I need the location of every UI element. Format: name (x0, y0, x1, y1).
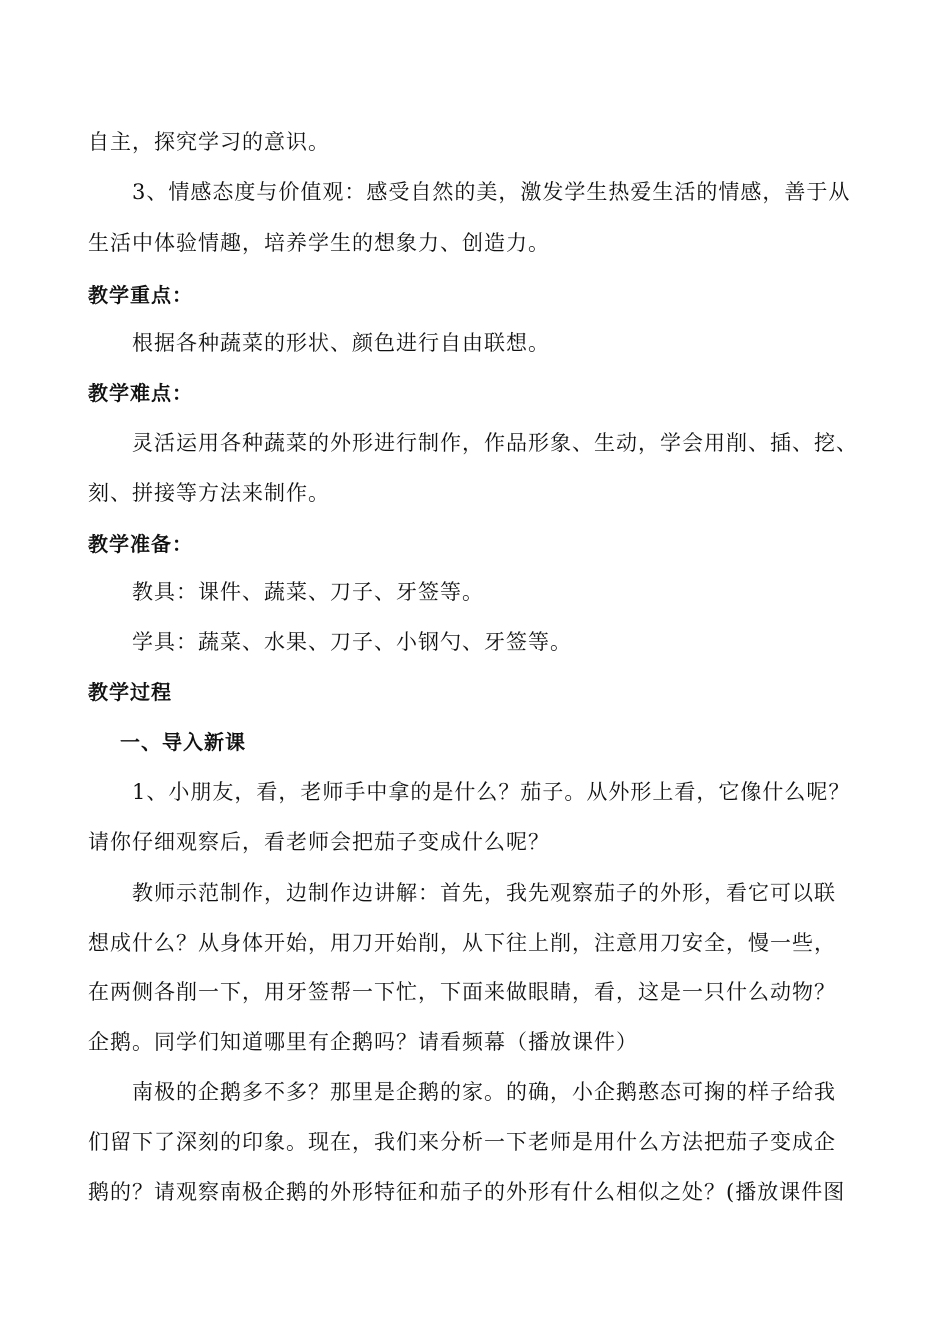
paragraph-line: 3、情感态度与价值观：感受自然的美，激发学生热爱生活的情感，善于从 (132, 180, 851, 204)
section-heading-preparation: 教学准备： (88, 532, 193, 556)
paragraph-line: 教师示范制作，边制作边讲解：首先，我先观察茄子的外形，看它可以联 (132, 881, 836, 905)
paragraph-line: 刻、拼接等方法来制作。 (88, 481, 330, 505)
paragraph-line: 学具：蔬菜、水果、刀子、小钢勺、牙签等。 (132, 630, 572, 654)
paragraph-line: 1、小朋友，看，老师手中拿的是什么？茄子。从外形上看，它像什么呢？ (132, 780, 851, 804)
paragraph-line: 南极的企鹅多不多？那里是企鹅的家。的确，小企鹅憨态可掬的样子给我 (132, 1080, 836, 1104)
paragraph-line: 自主，探究学习的意识。 (88, 130, 330, 154)
paragraph-line: 灵活运用各种蔬菜的外形进行制作，作品形象、生动，学会用削、插、挖、 (132, 431, 858, 455)
paragraph-line: 在两侧各削一下，用牙签帮一下忙，下面来做眼睛，看，这是一只什么动物？ (88, 980, 836, 1004)
subsection-heading-intro: 一、导入新课 (120, 730, 246, 754)
paragraph-line: 教具：课件、蔬菜、刀子、牙签等。 (132, 580, 484, 604)
paragraph-line: 生活中体验情趣，培养学生的想象力、创造力。 (88, 231, 550, 255)
section-heading-difficulties: 教学难点： (88, 381, 193, 405)
paragraph-line: 鹅的？请观察南极企鹅的外形特征和茄子的外形有什么相似之处？(播放课件图 (88, 1180, 846, 1204)
paragraph-line: 请你仔细观察后，看老师会把茄子变成什么呢？ (88, 830, 550, 854)
paragraph-line: 们留下了深刻的印象。现在，我们来分析一下老师是用什么方法把茄子变成企 (88, 1130, 836, 1154)
section-heading-key-points: 教学重点： (88, 283, 193, 307)
section-heading-process: 教学过程 (88, 680, 172, 704)
paragraph-line: 根据各种蔬菜的形状、颜色进行自由联想。 (132, 331, 550, 355)
paragraph-line: 企鹅。同学们知道哪里有企鹅吗？请看频幕（播放课件） (88, 1030, 638, 1054)
paragraph-line: 想成什么？从身体开始，用刀开始削，从下往上削，注意用刀安全，慢一些， (88, 931, 836, 955)
